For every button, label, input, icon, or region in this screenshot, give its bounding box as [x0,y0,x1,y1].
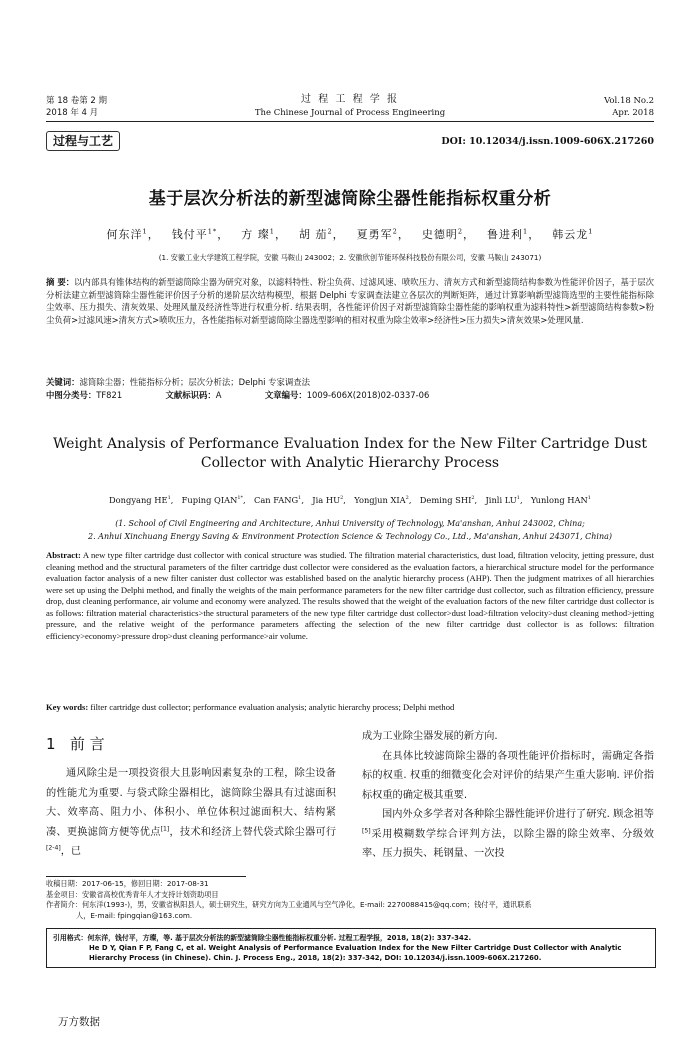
article-number-label: 文章编号： [264,390,307,400]
author-separator: , [474,495,486,505]
header-rule [46,121,654,122]
author-separator: ， [217,228,242,241]
doi: DOI: 10.12034/j.issn.1009-606X.217260 [441,136,654,147]
citation-ref-5: [5] [362,827,371,835]
keywords-cn-label: 关键词： [46,377,80,387]
footnotes [46,879,654,921]
author-affiliation-mark: 1 [142,227,148,236]
watermark: 万方数据 [58,1016,100,1028]
author-affiliation-mark: 1* [207,227,218,236]
citation-box [46,928,656,968]
left-col-text-2: ，技术和经济上替代袋式除尘器可行 [169,826,337,838]
keywords-en [46,702,654,714]
abstract-cn-text: 以内部具有锥体结构的新型滤筒除尘器为研究对象，以滤料特性、粉尘负荷、过滤风速、喷吹压力、清灰方式和新型滤筒结构参数为性能评价因子，基于层次分析法建立新型滤筒除尘器性能评价因子分析的递阶层次结构模型，根据 Delphi 专家调查法建立各层次的判断矩阵，通过计算影响新型滤筒选型的主要性能指标除尘效率、压力损失、清灰效果、处理风量及经济性等进行权重分析. 结果表明，各性能评价因子对新型滤筒除尘器性能的影响权重为滤料特性>新型滤筒结构参数>粉尘负荷>过滤风速>清灰方式>喷吹压力，各性能指标对新型滤筒除尘器选型影响的相对权重为除尘效率>经济性>压力损失>清灰效果>处理风量. [46,277,654,325]
author-separator: , [301,495,313,505]
author-separator: , [343,495,355,505]
citation-label: 引用格式： [53,934,88,942]
author-affiliation-mark: 1 [588,227,594,236]
author-affiliation-mark: 2 [457,227,464,236]
abstract-en [46,550,654,642]
clc-label: 中图分类号： [46,390,97,400]
authors-en [0,495,700,505]
clc-value: TF821 [96,390,123,400]
author-bio: 作者简介：何东洋(1993-)，男，安徽省枞阳县人，硕士研究生，研究方向为工业通风与空气净化，E-mail: 2270088415@qq.com；钱付平，通讯联系 [46,900,532,909]
received-date: 收稿日期：2017-06-15，修回日期：2017-08-31 [46,879,209,888]
author-separator: , [519,495,531,505]
author-name: Jia HU [312,495,341,505]
section-title: 前 言 [69,735,105,753]
title-en-line2: Collector with Analytic Hierarchy Process [200,455,500,471]
author-affiliation-mark: 2 [392,227,398,236]
column-logo-text: 过程与工艺 [53,134,114,148]
author-affiliation-mark: 1 [587,495,591,502]
journal-title-cn: 过 程 工 程 学 报 [301,94,399,105]
authors-cn [0,226,700,242]
author-name: 韩云龙 [552,228,589,241]
doc-code-label: 文献标识码： [165,390,216,400]
author-name: Jinli LU [485,495,517,505]
section-number: 1 [46,735,56,753]
affiliation-en-1: (1. School of Civil Engineering and Architecture, Anhui University of Technology, Ma'anshan, Anhui 243002, China; [115,519,585,528]
author-affiliation-mark: 1* [237,495,244,502]
classification-line [46,389,654,402]
author-affiliation-mark: 2 [327,227,333,236]
author-affiliation-mark: 1 [167,495,171,502]
left-column-paragraph [46,764,336,862]
author-name: Dongyang HE [109,495,168,505]
title-cn: 基于层次分析法的新型滤筒除尘器性能指标权重分析 [148,189,552,209]
volume-issue-cn: 第 18 卷第 2 期 [46,96,108,106]
author-name: 胡 茄 [298,228,328,241]
abstract-en-label: Abstract: [46,550,81,560]
author-separator: ， [147,228,172,241]
author-name: 钱付平 [171,228,208,241]
left-col-text-3: ，已 [60,846,82,857]
author-affiliation-mark: 1 [516,495,520,502]
author-name: 史德明 [421,228,458,241]
author-name: 方 璨 [241,228,270,241]
author-bio-email: 人，E-mail: fpingqian@163.com. [76,910,193,920]
date-en: Apr. 2018 [612,108,654,118]
citation-cn: 何东洋，钱付平，方璨，等. 基于层次分析法的新型滤筒除尘器性能指标权重分析. 过程工程学报，2018, 18(2): 337-342. [87,934,472,942]
author-name: Fuping QIAN [181,495,238,505]
author-separator: ， [463,228,488,241]
abstract-en-text: A new type filter cartridge dust collector with conical structure was studied. The filtration material characteristics, dust load, filtration velocity, jetting pressure, dust cleaning method and the structural parameters of the filter cartridge dust collector were considered as the evaluation factors, a hierarchical structure model for the performance evaluation factor analysis of a new filter canister dust collector was established based on the analytic hierarchy process (AHP). Then the judgment matrixes of all hierarchies were set up using the Delphi method, and finally the weights of the main performance parameters for the new filter cartridge dust collector, such as filtration efficiency, pressure drop, dust cleaning performance, air volume and economy were analyzed. The results showed that the weight of the evaluation factors of the new filter cartridge dust collector is as follows: filtration material characteristics>the structural parameters of the new type filter cartridge dust collector>dust load>filtration velocity>dust cleaning method>jetting pressure, and the relative weight of the performance parameters affecting the selection of the new filter cartridge dust collector is as follows: filtration efficiency>economy>pressure drop>dust cleaning performance>air volume. [46,550,654,641]
author-name: 何东洋 [106,228,143,241]
author-separator: ， [397,228,422,241]
affiliation-cn: (1. 安徽工业大学建筑工程学院，安徽 马鞍山 243002；2. 安徽欣创节能环保科技股份有限公司，安徽 马鞍山 243071) [158,253,542,262]
right-column [362,727,654,864]
author-separator: , [243,495,254,505]
footnote-rule [46,876,246,877]
author-name: 夏勇军 [356,228,393,241]
column-logo [46,131,120,151]
author-separator: , [170,495,182,505]
author-name: Yunlong HAN [530,495,588,505]
author-separator: ， [332,228,357,241]
author-affiliation-mark: 2 [471,495,475,502]
keywords-en-text: filter cartridge dust collector; performance evaluation analysis; analytic hierarchy process; Delphi method [90,702,455,712]
citation-ref-1: [1] [160,825,170,833]
author-affiliation-mark: 1 [269,227,275,236]
right-col-line-0: 成为工业除尘器发展的新方向. [362,731,498,742]
author-affiliation-mark: 2 [340,495,344,502]
author-separator: ， [274,228,299,241]
author-affiliation-mark: 1 [298,495,302,502]
keywords-en-label: Key words: [46,702,89,712]
author-separator: , [408,495,420,505]
citation-en-2: Hierarchy Process (in Chinese). Chin. J. Process Eng., 2018, 18(2): 337-342, DOI: 10.12034/j.issn.1009-606X.217260. [89,954,542,962]
article-number-value: 1009-606X(2018)02-0337-06 [306,390,430,400]
volume-issue-en: Vol.18 No.2 [604,96,654,106]
keywords-cn-text: 滤筒除尘器；性能指标分析；层次分析法；Delphi 专家调查法 [79,377,311,387]
section-heading [46,733,105,754]
author-separator: ， [528,228,553,241]
journal-title-en: The Chinese Journal of Process Engineering [254,108,446,118]
left-col-text-1: 通风除尘是一项投资很大且影响因素复杂的工程，除尘设备的性能尤为重要. 与袋式除尘器相比，滤筒除尘器具有过滤面积大、效率高、阻力小、体积小、单位体积过滤面积大、结构紧凑、更换滤筒方便等优点 [46,768,336,838]
citation-ref-2: [2-4] [46,844,61,852]
right-col-paragraph-2 [362,805,654,864]
title-en-line1: Weight Analysis of Performance Evaluation Index for the New Filter Cartridge Dust [52,436,648,452]
doc-code-value: A [215,390,222,400]
right-col-paragraph-1: 在具体比较滤筒除尘器的各项性能评价指标时，需确定各指标的权重. 权重的细微变化会对评价的结果产生重大影响. 评价指标权重的确定极其重要. [362,750,654,801]
right-col-text-a: 国内外众多学者对各种除尘器性能评价进行了研究. 顾念祖等 [382,809,654,820]
date-cn: 2018 年 4 月 [46,108,99,118]
author-affiliation-mark: 2 [405,495,409,502]
author-name: 鲁进利 [487,228,524,241]
fund-info: 基金项目：安徽省高校优秀青年人才支持计划资助项目 [46,889,219,899]
citation-en-1: He D Y, Qian F P, Fang C, et al. Weight Analysis of Performance Evaluation Index for the New Filter Cartridge Dust Collector with Analytic [89,944,622,952]
abstract-cn [46,276,654,326]
author-affiliation-mark: 1 [523,227,529,236]
author-name: Deming SHI [419,495,472,505]
author-name: Yongjun XIA [354,495,406,505]
author-name: Can FANG [253,495,299,505]
right-col-text-b: 采用模糊数学综合评判方法，以除尘器的除尘效率、分级效率、压力损失、耗钢量、一次投 [362,828,654,859]
affiliation-en-2: 2. Anhui Xinchuang Energy Saving & Environment Protection Science & Technology Co., Ltd., Ma'anshan, Anhui 243071, China) [88,532,612,541]
abstract-cn-label: 摘 要： [46,277,75,287]
keywords-cn [46,376,654,389]
